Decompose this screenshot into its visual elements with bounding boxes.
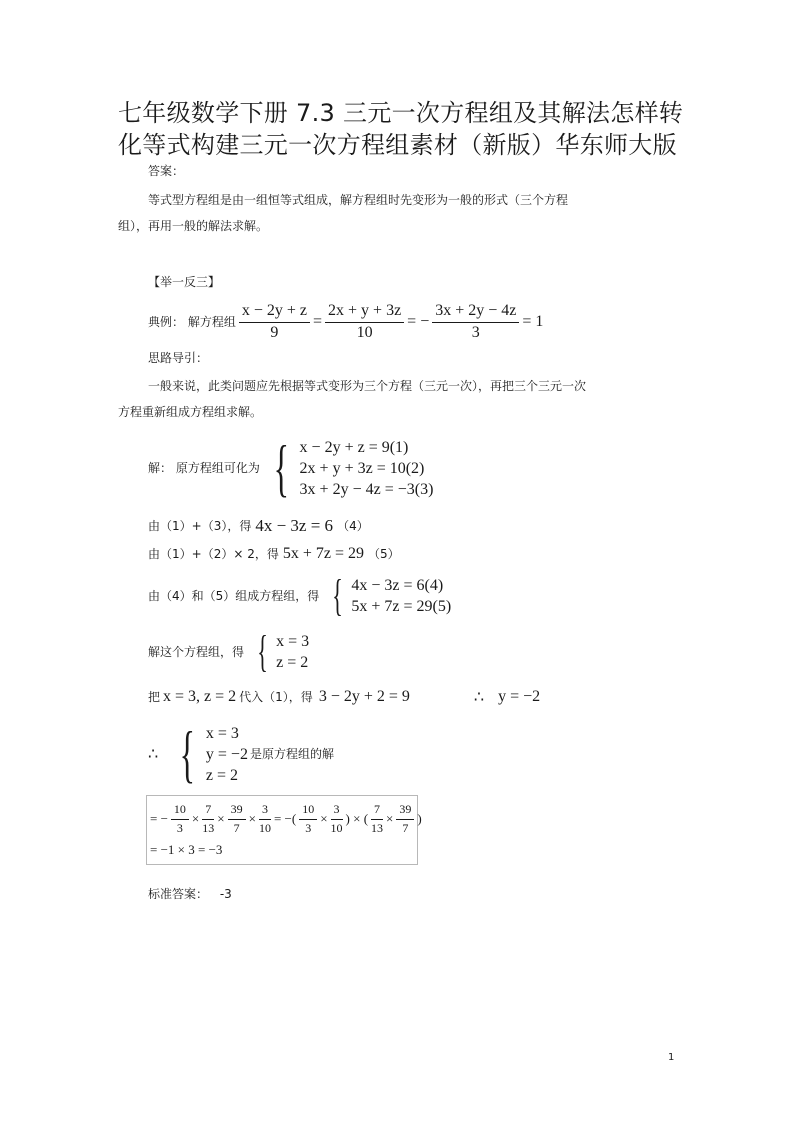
- standard-answer-value: -3: [219, 887, 232, 901]
- frac-num: 3: [259, 802, 271, 820]
- standard-answer: [148, 886, 232, 902]
- step-5-equation: 3 − 2y + 2 = 9: [318, 688, 410, 705]
- intro-line-2: 组），再用一般的解法求解。: [118, 219, 269, 233]
- step-5-substitution: x = 3, z = 2: [163, 688, 237, 705]
- intro-line-1: 等式型方程组是由一组恒等式组成，解方程组时先变形为一般的形式（三个方程: [148, 193, 569, 207]
- conclusion-row-3: z = 2: [205, 766, 239, 784]
- conclusion-row-1: x = 3: [205, 724, 239, 742]
- left-brace-icon: {: [257, 627, 268, 676]
- step-2-equation: 5x + 7z = 29: [282, 545, 364, 562]
- guide-label: 思路导引：: [148, 351, 209, 365]
- system-row-1: x − 2y + z = 9(1): [299, 438, 409, 456]
- times-sign: ×: [320, 811, 328, 826]
- boxed-frac-5: [299, 802, 317, 836]
- standard-answer-label: 标准答案：: [148, 887, 209, 901]
- boxed-mid: = −(: [273, 811, 297, 826]
- frac-num: 39: [396, 802, 414, 820]
- therefore-symbol: ∴: [148, 746, 159, 763]
- step-2-text: 由（1）+（2）× 2，得: [148, 547, 279, 561]
- step-3-row-1: 4x − 3z = 6(4): [351, 577, 444, 594]
- step-4-system: [252, 627, 310, 676]
- step-1-tag: （4）: [337, 519, 369, 533]
- fraction-3: [432, 302, 519, 342]
- boxed-frac-1: [171, 802, 189, 836]
- step-2: [148, 545, 400, 563]
- solution-system: [148, 432, 434, 503]
- step-5-mid: 代入（1），得: [239, 690, 313, 704]
- frac-den: 10: [258, 821, 271, 835]
- step-3-system: [327, 571, 452, 620]
- equals-3: = 1: [522, 313, 544, 330]
- boxed-frac-7: [371, 802, 383, 836]
- step-4-row-1: x = 3: [276, 633, 310, 650]
- equation-system: [266, 432, 434, 503]
- fraction-2: [325, 302, 404, 342]
- step-5-pre: 把: [148, 690, 161, 704]
- conclusion: [148, 718, 334, 789]
- boxed-line-2: = −1 × 3 = −3: [150, 842, 223, 857]
- boxed-frac-8: [396, 802, 414, 836]
- frac-num: 7: [202, 802, 214, 820]
- step-1-equation: 4x − 3z = 6: [255, 516, 334, 535]
- equals-1: =: [312, 313, 323, 330]
- boxed-mid-2: ) × (: [345, 811, 369, 826]
- fraction-2-denominator: 10: [356, 324, 373, 341]
- frac-den: 7: [402, 821, 409, 835]
- title-line-1: 七年级数学下册 7.3 三元一次方程组及其解法怎样转: [118, 99, 684, 127]
- frac-den: 10: [330, 821, 343, 835]
- fraction-1-numerator: x − 2y + z: [239, 302, 310, 323]
- left-brace-icon: {: [273, 432, 289, 503]
- frac-num: 7: [371, 802, 383, 820]
- step-3-row-2: 5x + 7z = 29(5): [351, 598, 452, 615]
- system-row-3: 3x + 2y − 4z = −3(3): [299, 480, 434, 498]
- frac-den: 3: [305, 821, 312, 835]
- fraction-1-denominator: 9: [270, 324, 279, 341]
- step-1: [148, 516, 369, 536]
- boxed-frac-4: [259, 802, 271, 836]
- guide-line-1: 一般来说，此类问题应先根据等式变形为三个方程（三元一次），再把三个三元一次: [148, 379, 587, 393]
- step-5: [148, 687, 588, 707]
- frac-num: 3: [331, 802, 343, 820]
- system-row-2: 2x + y + 3z = 10(2): [299, 459, 425, 477]
- example-label: 典例： 解方程组: [148, 315, 236, 329]
- frac-den: 13: [202, 821, 215, 835]
- section-heading: 【举一反三】: [148, 275, 221, 289]
- boxed-calculation: [146, 795, 422, 865]
- fraction-3-numerator: 3x + 2y − 4z: [432, 302, 519, 323]
- step-3-text: 由（4）和（5）组成方程组，得: [148, 589, 320, 603]
- boxed-frac-3: [228, 802, 246, 836]
- times-sign: ×: [191, 811, 200, 826]
- left-brace-icon: {: [179, 718, 196, 789]
- step-4: [148, 627, 310, 676]
- step-1-text: 由（1）+（3），得: [148, 519, 252, 533]
- times-sign: ×: [217, 811, 225, 826]
- frac-num: 10: [171, 802, 189, 820]
- conclusion-row-2: y = −2: [205, 745, 248, 763]
- therefore-symbol: ∴: [473, 689, 485, 706]
- times-sign: ×: [386, 811, 394, 826]
- page-number: 1: [668, 1052, 675, 1063]
- frac-den: 3: [176, 821, 183, 835]
- step-5-result: y = −2: [498, 688, 541, 705]
- fraction-1: [239, 302, 310, 342]
- conclusion-text: 是原方程组的解: [249, 747, 334, 761]
- boxed-frac-6: [331, 802, 343, 836]
- title-line-2: 化等式构建三元一次方程组素材（新版）华东师大版: [118, 131, 677, 159]
- boxed-line-1: [150, 802, 422, 836]
- boxed-end: ): [417, 811, 422, 826]
- step-4-text: 解这个方程组，得: [148, 645, 245, 659]
- frac-num: 39: [228, 802, 246, 820]
- times-sign: ×: [248, 811, 256, 826]
- example-equation: [148, 302, 543, 342]
- frac-den: 7: [233, 821, 240, 835]
- step-3: [148, 571, 452, 620]
- step-4-row-2: z = 2: [276, 654, 309, 671]
- answer-label: 答案：: [148, 164, 185, 178]
- boxed-frac-2: [202, 802, 214, 836]
- equals-2: = −: [407, 313, 430, 330]
- step-2-tag: （5）: [368, 547, 400, 561]
- guide-line-2: 方程重新组成方程组求解。: [118, 405, 263, 419]
- left-brace-icon: {: [332, 571, 344, 620]
- conclusion-system: [172, 718, 248, 789]
- boxed-start: = −: [150, 811, 168, 826]
- solution-label: 解： 原方程组可化为: [148, 461, 260, 475]
- fraction-2-numerator: 2x + y + 3z: [325, 302, 404, 323]
- frac-den: 13: [371, 821, 384, 835]
- frac-num: 10: [299, 802, 317, 820]
- fraction-3-denominator: 3: [471, 324, 480, 341]
